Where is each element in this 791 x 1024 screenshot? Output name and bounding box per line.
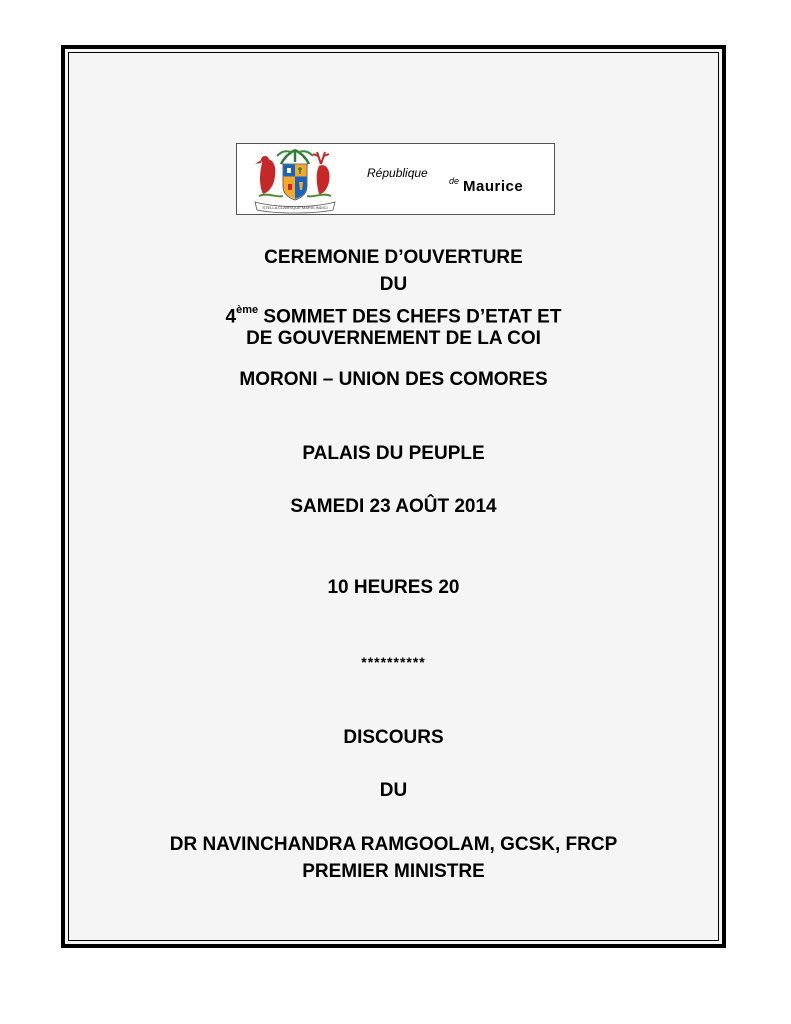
time: 10 HEURES 20 (327, 577, 460, 598)
date: SAMEDI 23 AOÛT 2014 (290, 496, 497, 517)
title-line-2: DU (379, 274, 408, 295)
separator: ********** (361, 654, 426, 670)
logo-republique: République (367, 166, 428, 180)
logo-de: de (449, 176, 460, 186)
speech-label: DISCOURS (343, 727, 444, 748)
title-line-4: DE GOUVERNEMENT DE LA COI (246, 328, 541, 349)
speaker-name: DR NAVINCHANDRA RAMGOOLAM, GCSK, FRCP (169, 834, 618, 855)
emblem-motto: STELLA CLAVISQUE MARIS INDICI (262, 205, 328, 210)
title-line-1: CEREMONIE D’OUVERTURE (264, 247, 523, 268)
title-ordinal-suffix: ème (236, 304, 259, 316)
title-line-3-text: SOMMET DES CHEFS D’ETAT ET (258, 306, 562, 328)
location: MORONI – UNION DES COMORES (239, 369, 548, 390)
speech-du: DU (379, 780, 408, 801)
speaker-role: PREMIER MINISTRE (302, 861, 485, 882)
venue: PALAIS DU PEUPLE (302, 443, 485, 464)
logo-maurice: Maurice (463, 178, 524, 195)
republic-name (367, 162, 552, 202)
coat-of-arms-icon (247, 146, 343, 214)
title-ordinal-number: 4 (225, 306, 237, 328)
republic-logo (236, 143, 555, 215)
title-line-3 (61, 301, 726, 328)
